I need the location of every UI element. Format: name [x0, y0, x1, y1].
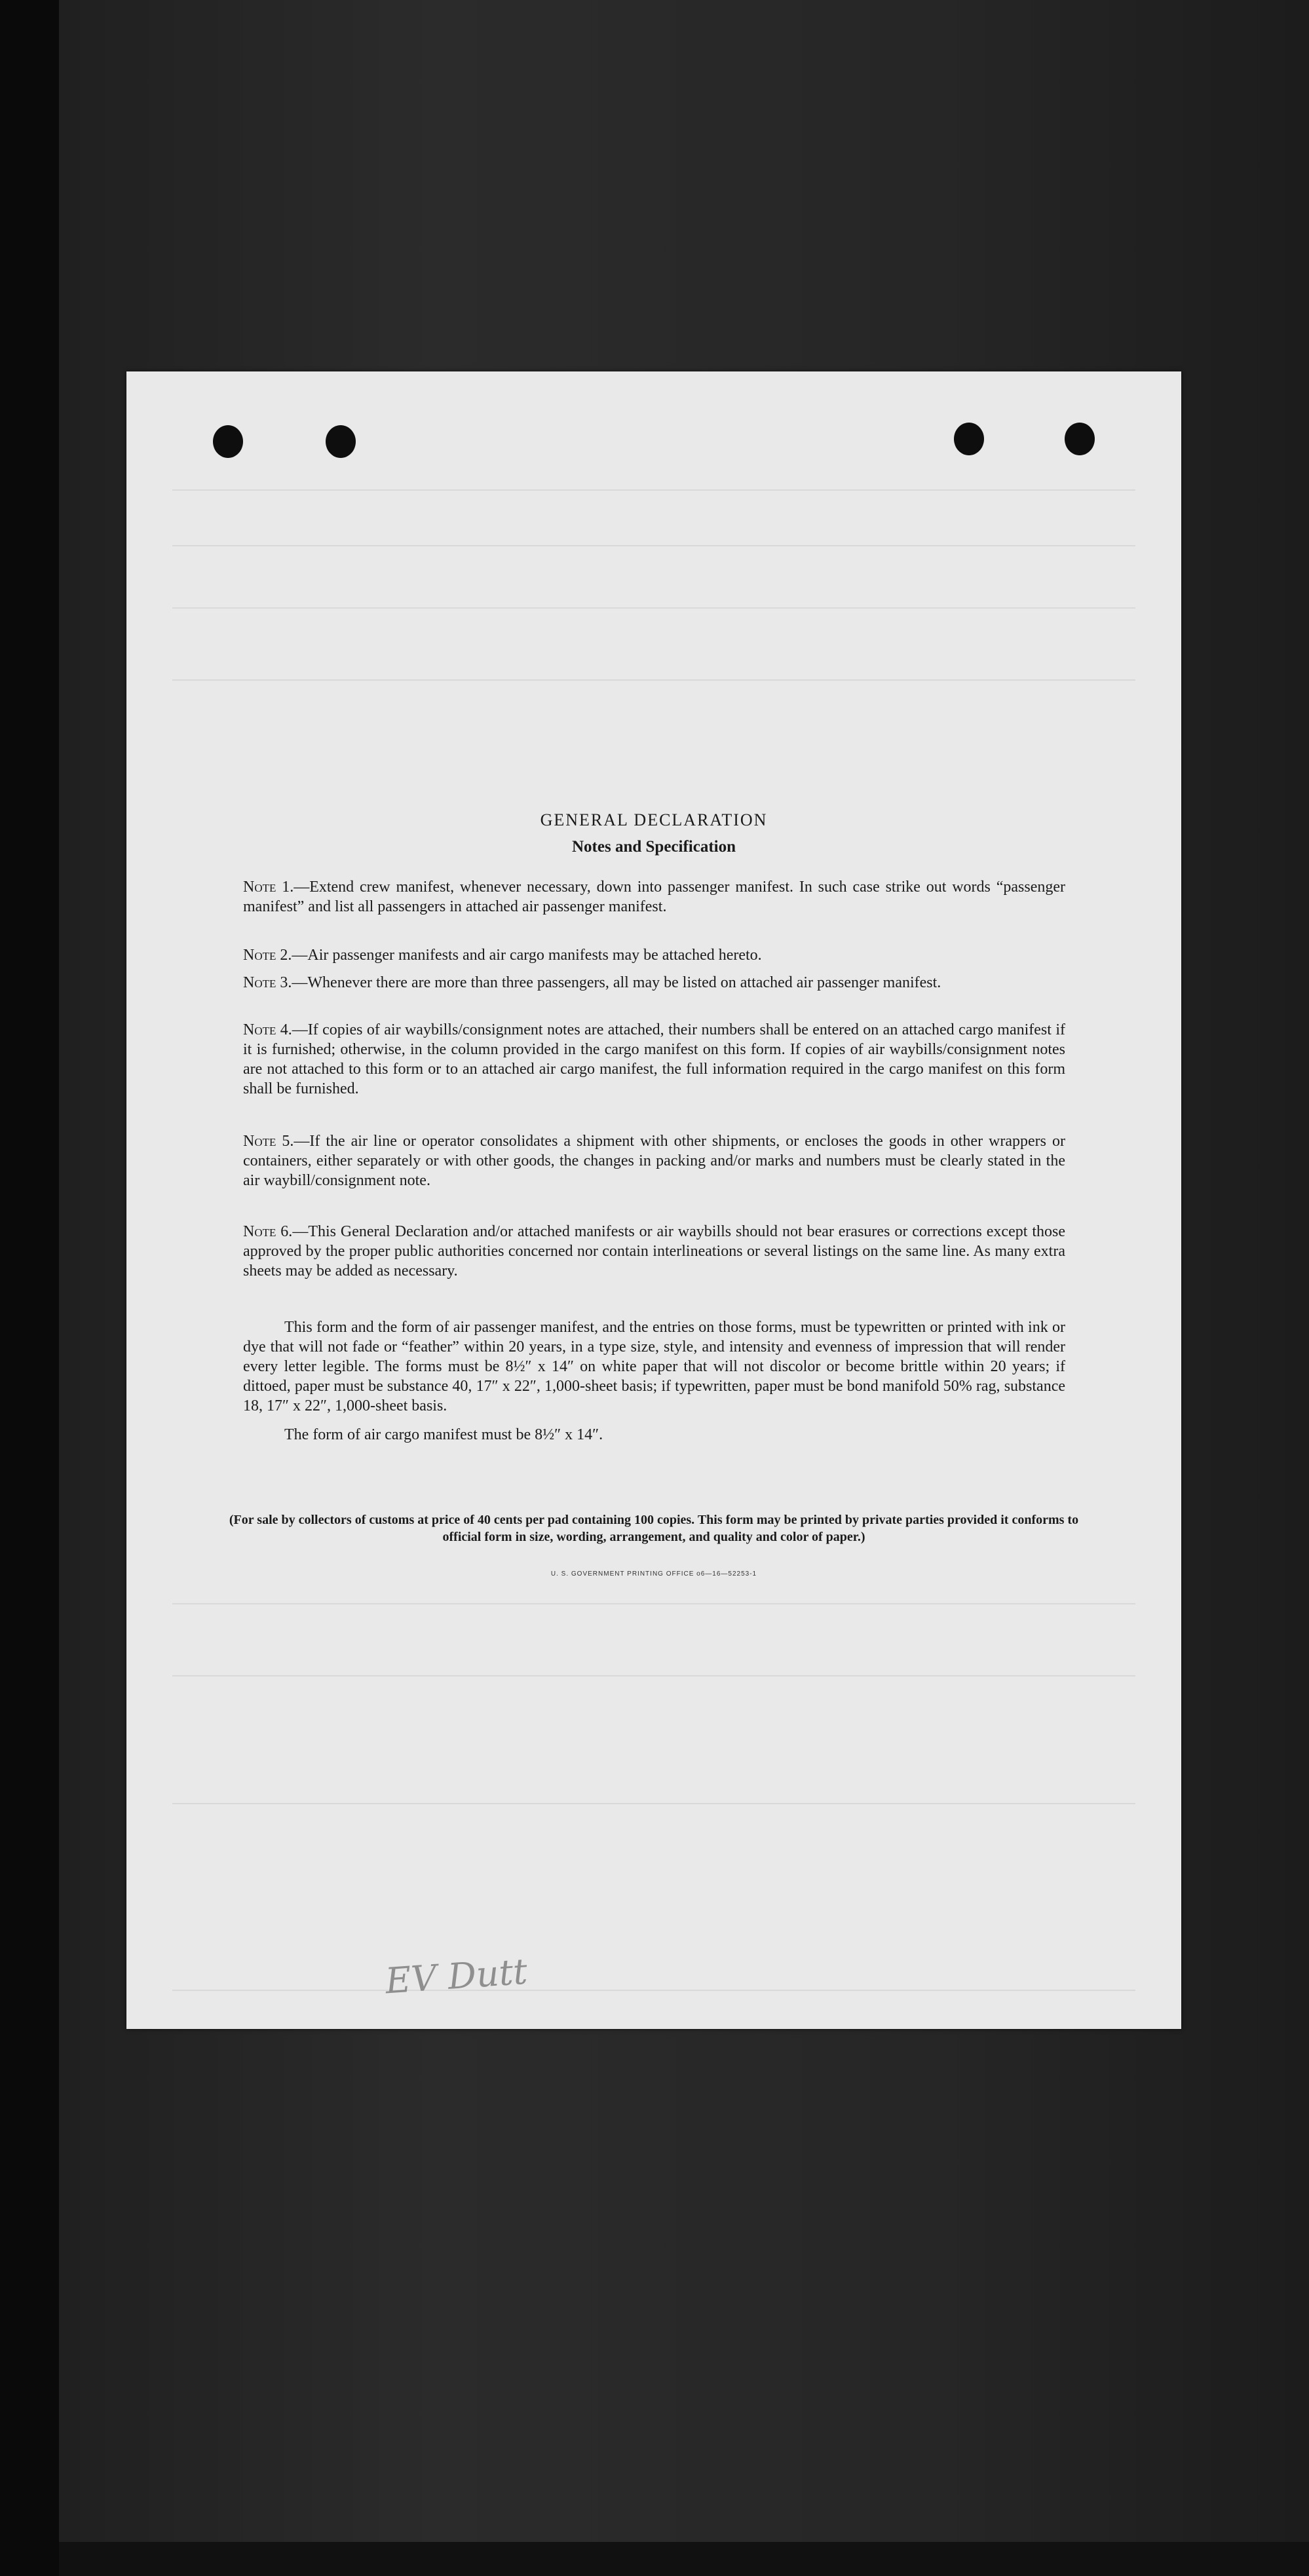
note-4 [243, 1020, 1065, 1099]
bleed-through-line [172, 1990, 1135, 1991]
note-5 [243, 1131, 1065, 1190]
note-3 [243, 973, 1065, 993]
sale-notice: (For sale by collectors of customs at price of 40 cents per pad containing 100 copies. This form may be printed by private parties provided it conforms to official form in size, wording, arrangement, and quality and color of paper.) [229, 1513, 1079, 1544]
page-subtitle: Notes and Specification [572, 838, 736, 856]
bleed-through-line [172, 1603, 1135, 1604]
bleed-through-line [172, 679, 1135, 681]
note-label: Note 6. [243, 1223, 293, 1240]
note-1 [243, 877, 1065, 917]
specification-paragraph: This form and the form of air passenger manifest, and the entries on those forms, must be typewritten or printed with ink or dye that will not fade or “feather” within 20 years, in a type size, style, and intensity and evenness of impression that will render every letter legible. The forms must be 8½″ x 14″ on white paper that will not discolor or become brittle within 20 years; if dittoed, paper must be substance 40, 17″ x 22″, 1,000-sheet basis; if typewritten, paper must be bond manifold 50% rag, substance 18, 17″ x 22″, 1,000-sheet basis. [243, 1319, 1065, 1414]
note-text: —Extend crew manifest, whenever necessary, down into passenger manifest. In such case strike out words “passenger manifest” and list all passengers in attached air passenger manifest. [243, 879, 1065, 915]
bleed-through-line [172, 1675, 1135, 1676]
scan-border-left [0, 0, 59, 2576]
note-6 [243, 1222, 1065, 1281]
note-2 [243, 945, 1065, 965]
note-text: —Whenever there are more than three passengers, all may be listed on attached air passenger manifest. [292, 974, 941, 991]
bleed-through-line [172, 607, 1135, 609]
note-label: Note 4. [243, 1021, 292, 1038]
printer-line: U. S. GOVERNMENT PRINTING OFFICE o6—16—52253-1 [550, 1570, 757, 1578]
note-label: Note 3. [243, 974, 292, 991]
bleed-through-line [172, 489, 1135, 491]
bleed-through-line [172, 1803, 1135, 1804]
cargo-manifest-size-line: The form of air cargo manifest must be 8½″ x 14″. [284, 1426, 603, 1443]
punch-hole-icon [213, 425, 243, 458]
note-text: —This General Declaration and/or attached manifests or air waybills should not bear erasures or corrections except those approved by the proper public authorities concerned nor contain interlineations or several listings on the same line. As many extra sheets may be added as necessary. [243, 1223, 1065, 1279]
note-text: —Air passenger manifests and air cargo manifests may be attached hereto. [292, 947, 762, 964]
page-title: GENERAL DECLARATION [540, 810, 768, 829]
note-text: —If the air line or operator consolidates a shipment with other shipments, or encloses the goods in other wrappers or containers, either separately or with other goods, the changes in packing and/or marks and numbers must be clearly stated in the air waybill/consignment note. [243, 1133, 1065, 1189]
bleed-through-line [172, 545, 1135, 546]
note-label: Note 2. [243, 947, 292, 964]
note-label: Note 5. [243, 1133, 294, 1150]
document-page [126, 371, 1181, 2029]
punch-hole-icon [326, 425, 356, 458]
note-label: Note 1. [243, 879, 294, 896]
scan-border-bottom [59, 2542, 1309, 2576]
punch-hole-icon [954, 423, 984, 455]
signature-bleed-through: EV Dutt [384, 1950, 529, 2002]
punch-hole-icon [1065, 423, 1095, 455]
note-text: —If copies of air waybills/consignment notes are attached, their numbers shall be entered on an attached cargo manifest if it is furnished; otherwise, in the column provided in the cargo manifest on this form. If copies of air waybills/consignment notes are not attached to this form or to an attached air cargo manifest, the full information required in the cargo manifest on this form shall be furnished. [243, 1021, 1065, 1097]
